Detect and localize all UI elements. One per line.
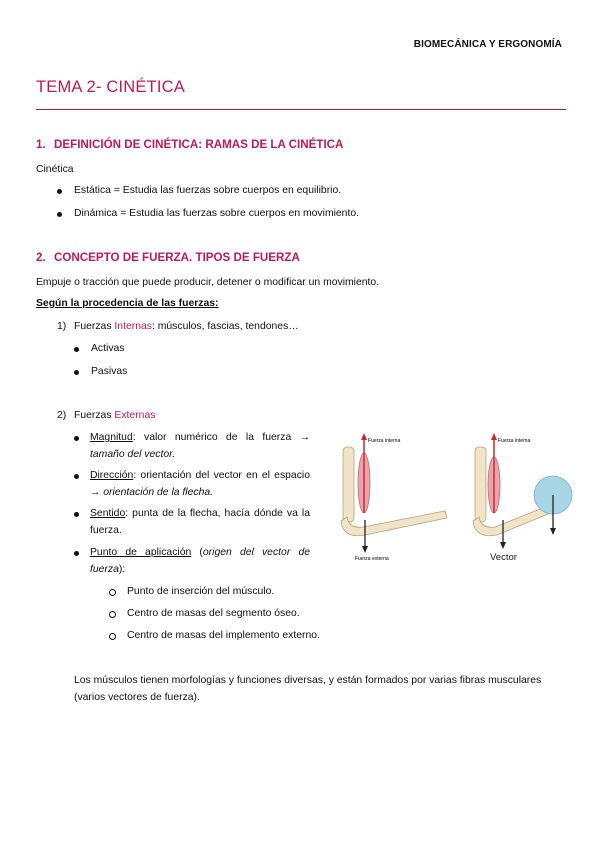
- section-2-intro: Empuje o tracción que puede producir, detener o modificar un movimiento.: [36, 277, 380, 288]
- closing-paragraph: Los músculos tienen morfologías y funciones diversas, y están formados por varias fibras musculares (varios vectores de fuerza).: [74, 675, 542, 703]
- list-item: Centro de masas del segmento óseo.: [127, 608, 300, 619]
- forearm-bone: [341, 511, 447, 536]
- vector-arrowhead: [500, 542, 506, 549]
- left-internal-label: Fuerza interna: [368, 438, 401, 444]
- sentido-text: : punta de la flecha, hacía dónde va la fuerza.: [90, 508, 310, 536]
- internal-forces-number: 1): [57, 321, 67, 332]
- list-item: Centro de masas del implemento externo.: [127, 630, 320, 641]
- internal-forces-suffix: : músculos, fascias, tendones…: [151, 321, 299, 332]
- punto-term: Punto de aplicación: [90, 547, 192, 558]
- sentido-term: Sentido: [90, 508, 126, 519]
- document-header: BIOMECÁNICA Y ERGONOMÍA: [413, 39, 562, 50]
- sentido-item: [90, 506, 310, 539]
- right-arm-illustration: [473, 433, 572, 563]
- magnitud-item: [90, 430, 310, 463]
- left-external-label: Fuerza externa: [355, 556, 389, 562]
- magnitud-text: : valor numérico de la fuerza →: [132, 432, 310, 443]
- section-1-heading: [36, 138, 343, 151]
- direccion-italic: orientación de la flecha.: [103, 486, 214, 498]
- external-forces-highlight: Externas: [114, 410, 156, 421]
- list-item: Dinámica = Estudia las fuerzas sobre cuerpos en movimiento.: [74, 208, 360, 219]
- section-1-number: 1.: [36, 138, 46, 151]
- punto-close: ):: [118, 563, 126, 575]
- section-2-number: 2.: [36, 251, 46, 264]
- section-2-title: CONCEPTO DE FUERZA. TIPOS DE FUERZA: [54, 251, 300, 264]
- title-divider: [36, 109, 566, 110]
- internal-force-arrowhead: [491, 433, 497, 440]
- humerus-bone: [475, 447, 486, 522]
- list-item: Pasivas: [91, 366, 128, 377]
- external-forces-prefix: Fuerzas: [74, 410, 115, 421]
- direccion-text: : orientación del vector en el espacio →: [90, 470, 310, 498]
- punto-italic: origen del vector de fuerza: [90, 547, 311, 575]
- internal-force-arrowhead: [361, 433, 367, 440]
- direccion-term: Dirección: [90, 470, 134, 481]
- list-item: Estática = Estudia las fuerzas sobre cuerpos en equilibrio.: [74, 185, 342, 196]
- internal-forces-prefix: Fuerzas: [74, 321, 115, 332]
- section-1-title: DEFINICIÓN DE CINÉTICA: RAMAS DE LA CINÉTICA: [54, 138, 344, 151]
- punto-open: (: [191, 547, 203, 558]
- arm-force-figure: [335, 425, 575, 570]
- section-2-heading: [36, 251, 300, 264]
- right-internal-label: Fuerza interna: [498, 438, 531, 444]
- external-forces-item: [57, 410, 155, 421]
- load-arrowhead: [550, 528, 556, 535]
- section-1-intro: Cinética: [36, 164, 74, 175]
- left-arm-illustration: [341, 433, 447, 562]
- external-forces-number: 2): [57, 410, 67, 421]
- external-force-arrowhead: [362, 546, 368, 553]
- magnitud-italic: tamaño del vector.: [90, 448, 176, 460]
- list-item: Punto de inserción del músculo.: [127, 586, 275, 597]
- punto-item: [90, 545, 310, 578]
- magnitud-term: Magnitud: [90, 432, 133, 443]
- list-item: Activas: [91, 343, 125, 354]
- internal-forces-item: [57, 321, 299, 332]
- internal-forces-highlight: Internas: [114, 321, 152, 332]
- section-2-subheading: Según la procedencia de las fuerzas:: [36, 298, 219, 309]
- direccion-item: [90, 468, 310, 501]
- page-title: TEMA 2- CINÉTICA: [36, 78, 185, 96]
- vector-label: Vector: [490, 552, 517, 563]
- humerus-bone: [343, 447, 354, 522]
